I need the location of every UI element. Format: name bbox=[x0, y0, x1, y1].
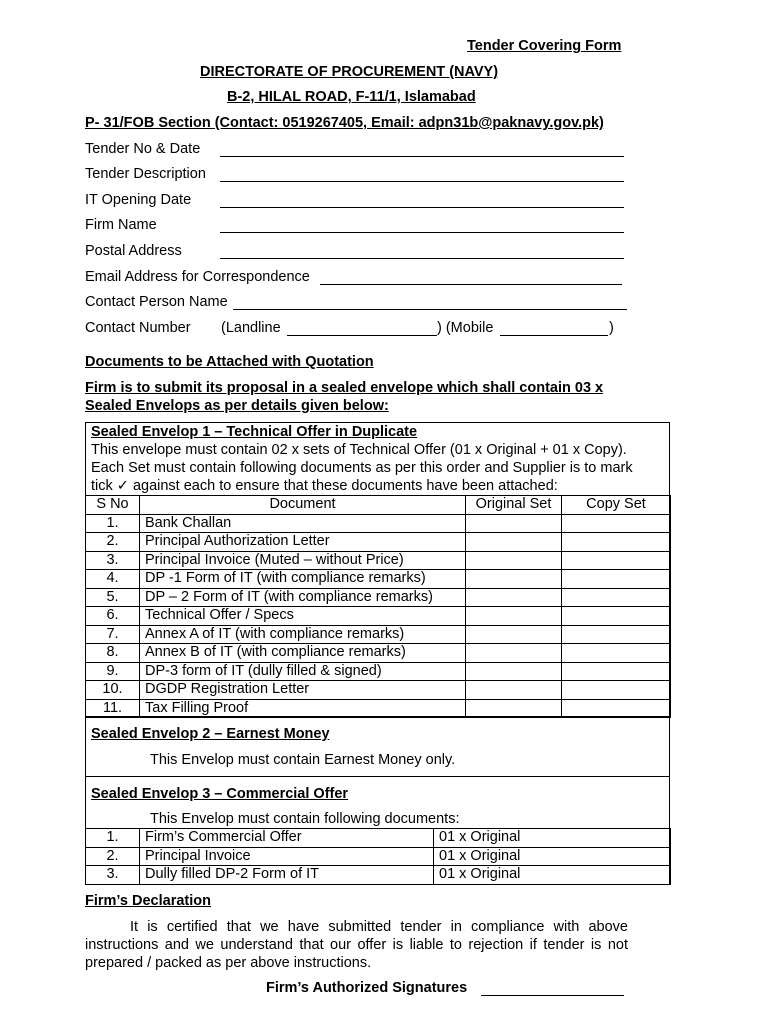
declaration-heading: Firm’s Declaration bbox=[85, 893, 211, 909]
row-sno: 4. bbox=[86, 570, 140, 589]
table-row bbox=[86, 551, 671, 570]
it-opening-label: IT Opening Date bbox=[85, 192, 192, 208]
row-document: Tax Filling Proof bbox=[140, 699, 466, 718]
table-row bbox=[86, 829, 671, 848]
row-sno: 6. bbox=[86, 607, 140, 626]
table-row bbox=[86, 644, 671, 663]
it-opening-field[interactable] bbox=[220, 207, 624, 208]
documents-heading: Documents to be Attached with Quotation bbox=[85, 354, 374, 370]
envelope1-table bbox=[85, 495, 671, 718]
row-sno: 3. bbox=[86, 551, 140, 570]
mobile-label: ) (Mobile bbox=[437, 320, 494, 336]
row-document: Dully filled DP-2 Form of IT bbox=[140, 866, 434, 885]
contact-number-label: Contact Number bbox=[85, 320, 191, 336]
original-set-checkbox[interactable] bbox=[466, 588, 562, 607]
row-document: DP -1 Form of IT (with compliance remarks) bbox=[140, 570, 466, 589]
firm-name-label: Firm Name bbox=[85, 217, 157, 233]
declaration-line2: instructions and we understand that our offer is liable to rejection if tender is not bbox=[85, 937, 628, 953]
row-document: Principal Authorization Letter bbox=[140, 533, 466, 552]
table-row bbox=[86, 699, 671, 718]
copy-set-checkbox[interactable] bbox=[562, 644, 671, 663]
row-quantity: 01 x Original bbox=[434, 829, 671, 848]
row-document: Principal Invoice (Muted – without Price) bbox=[140, 551, 466, 570]
row-quantity: 01 x Original bbox=[434, 847, 671, 866]
envelope2-divider bbox=[85, 716, 670, 717]
copy-set-checkbox[interactable] bbox=[562, 514, 671, 533]
row-document: Firm’s Commercial Offer bbox=[140, 829, 434, 848]
col-original-header: Original Set bbox=[466, 496, 562, 515]
envelope3-title: Sealed Envelop 3 – Commercial Offer bbox=[91, 786, 349, 802]
original-set-checkbox[interactable] bbox=[466, 570, 562, 589]
postal-address-field[interactable] bbox=[220, 258, 624, 259]
mobile-close-paren: ) bbox=[609, 320, 614, 336]
copy-set-checkbox[interactable] bbox=[562, 588, 671, 607]
table-header-row bbox=[86, 496, 671, 515]
declaration-line3: prepared / packed as per above instructions. bbox=[85, 955, 372, 971]
org-name: DIRECTORATE OF PROCUREMENT (NAVY) bbox=[200, 64, 499, 80]
original-set-checkbox[interactable] bbox=[466, 551, 562, 570]
copy-set-checkbox[interactable] bbox=[562, 570, 671, 589]
copy-set-checkbox[interactable] bbox=[562, 681, 671, 700]
row-sno: 1. bbox=[86, 829, 140, 848]
copy-set-checkbox[interactable] bbox=[562, 699, 671, 718]
original-set-checkbox[interactable] bbox=[466, 644, 562, 663]
table-row bbox=[86, 533, 671, 552]
envelope3-text: This Envelop must contain following documents: bbox=[150, 811, 460, 827]
envelope2-title: Sealed Envelop 2 – Earnest Money bbox=[91, 726, 330, 742]
tender-desc-field[interactable] bbox=[220, 181, 624, 182]
table-row bbox=[86, 866, 671, 885]
original-set-checkbox[interactable] bbox=[466, 625, 562, 644]
tender-no-field[interactable] bbox=[220, 156, 624, 157]
table-row bbox=[86, 607, 671, 626]
col-sno-header: S No bbox=[86, 496, 140, 515]
original-set-checkbox[interactable] bbox=[466, 681, 562, 700]
original-set-checkbox[interactable] bbox=[466, 514, 562, 533]
table-row bbox=[86, 662, 671, 681]
row-document: DP-3 form of IT (dully filled & signed) bbox=[140, 662, 466, 681]
row-document: Annex B of IT (with compliance remarks) bbox=[140, 644, 466, 663]
landline-label: (Landline bbox=[221, 320, 281, 336]
row-sno: 10. bbox=[86, 681, 140, 700]
envelope3-table bbox=[85, 828, 671, 885]
signature-label: Firm’s Authorized Signatures bbox=[266, 980, 468, 996]
copy-set-checkbox[interactable] bbox=[562, 551, 671, 570]
copy-set-checkbox[interactable] bbox=[562, 662, 671, 681]
landline-field[interactable] bbox=[287, 335, 437, 336]
col-document-header: Document bbox=[140, 496, 466, 515]
copy-set-checkbox[interactable] bbox=[562, 625, 671, 644]
col-copy-header: Copy Set bbox=[562, 496, 671, 515]
contact-person-label: Contact Person Name bbox=[85, 294, 228, 310]
table-row bbox=[86, 570, 671, 589]
table-row bbox=[86, 681, 671, 700]
row-quantity: 01 x Original bbox=[434, 866, 671, 885]
row-document: Technical Offer / Specs bbox=[140, 607, 466, 626]
copy-set-checkbox[interactable] bbox=[562, 533, 671, 552]
row-document: DP – 2 Form of IT (with compliance remarks) bbox=[140, 588, 466, 607]
original-set-checkbox[interactable] bbox=[466, 662, 562, 681]
documents-intro-line1: Firm is to submit its proposal in a sealed envelope which shall contain 03 x bbox=[85, 380, 604, 396]
email-label: Email Address for Correspondence bbox=[85, 269, 310, 285]
envelope1-title: Sealed Envelop 1 – Technical Offer in Duplicate bbox=[91, 424, 418, 440]
firm-name-field[interactable] bbox=[220, 232, 624, 233]
documents-intro-line2: Sealed Envelops as per details given below: bbox=[85, 398, 389, 414]
table-row bbox=[86, 588, 671, 607]
email-field[interactable] bbox=[320, 284, 622, 285]
original-set-checkbox[interactable] bbox=[466, 699, 562, 718]
original-set-checkbox[interactable] bbox=[466, 533, 562, 552]
tender-no-label: Tender No & Date bbox=[85, 141, 201, 157]
copy-set-checkbox[interactable] bbox=[562, 607, 671, 626]
row-document: Bank Challan bbox=[140, 514, 466, 533]
org-address: B-2, HILAL ROAD, F-11/1, Islamabad bbox=[227, 89, 476, 105]
row-sno: 9. bbox=[86, 662, 140, 681]
postal-address-label: Postal Address bbox=[85, 243, 182, 259]
row-sno: 3. bbox=[86, 866, 140, 885]
envelope3-divider bbox=[85, 776, 670, 777]
form-title: Tender Covering Form bbox=[467, 38, 622, 54]
row-document: Principal Invoice bbox=[140, 847, 434, 866]
row-sno: 11. bbox=[86, 699, 140, 718]
row-document: DGDP Registration Letter bbox=[140, 681, 466, 700]
row-sno: 7. bbox=[86, 625, 140, 644]
envelope2-text: This Envelop must contain Earnest Money only. bbox=[150, 752, 456, 768]
signature-field[interactable] bbox=[481, 995, 624, 996]
row-sno: 1. bbox=[86, 514, 140, 533]
envelope1-text-line2: Each Set must contain following documents as per this order and Supplier is to mark bbox=[91, 460, 633, 476]
declaration-line1: It is certified that we have submitted tender in compliance with above bbox=[130, 919, 628, 935]
contact-person-field[interactable] bbox=[233, 309, 627, 310]
row-sno: 2. bbox=[86, 847, 140, 866]
table-row bbox=[86, 625, 671, 644]
row-sno: 5. bbox=[86, 588, 140, 607]
mobile-field[interactable] bbox=[500, 335, 608, 336]
table-row bbox=[86, 847, 671, 866]
row-sno: 2. bbox=[86, 533, 140, 552]
envelope1-text-line1: This envelope must contain 02 x sets of Technical Offer (01 x Original + 01 x Copy). bbox=[91, 442, 627, 458]
envelope1-text-line3: tick ✓ against each to ensure that these documents have been attached: bbox=[91, 478, 558, 494]
section-contact: P- 31/FOB Section (Contact: 0519267405, Email: adpn31b@paknavy.gov.pk) bbox=[85, 115, 604, 131]
tender-desc-label: Tender Description bbox=[85, 166, 206, 182]
table-row bbox=[86, 514, 671, 533]
row-document: Annex A of IT (with compliance remarks) bbox=[140, 625, 466, 644]
original-set-checkbox[interactable] bbox=[466, 607, 562, 626]
row-sno: 8. bbox=[86, 644, 140, 663]
